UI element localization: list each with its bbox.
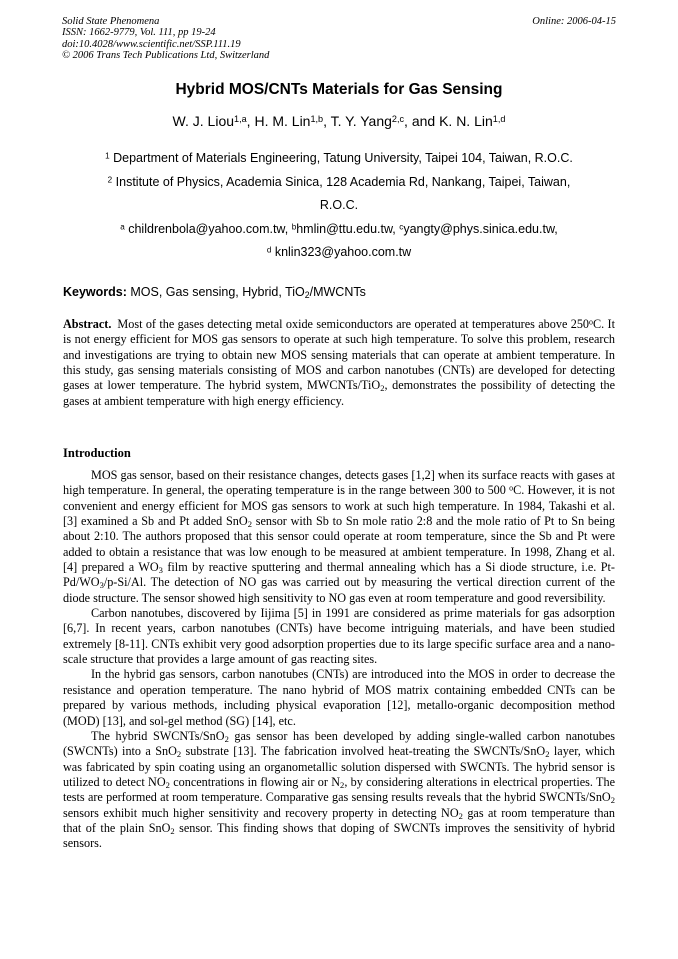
journal-header (62, 16, 616, 62)
aff-sup: 1 (105, 151, 110, 161)
text-run: , by considering alterations in electrical properties. The tests are performed at room temperature. Comparative gas sensing results reveals that the hybrid SWCNTs/SnO (63, 774, 615, 805)
author-sup: 1,a (234, 113, 247, 124)
sub-run: 2 (170, 826, 175, 837)
email-line-1 (0, 218, 678, 240)
aff-sup: 2 (107, 175, 113, 185)
sub-run: 2 (545, 749, 550, 760)
sub-run: 2 (458, 810, 463, 821)
affiliation-1 (0, 147, 678, 169)
journal-name: Solid State Phenomena (62, 16, 160, 27)
author-name: H. M. Lin (254, 113, 311, 129)
email-line-2 (0, 241, 678, 263)
text-run: sensors exhibit much higher sensitivity and recovery property in detecting NO (63, 805, 459, 820)
doi-line: doi:10.4028/www.scientific.net/SSP.111.19 (62, 38, 241, 50)
author-name: T. Y. Yang (330, 113, 392, 129)
copyright-line: © 2006 Trans Tech Publications Ltd, Switzerland (62, 50, 270, 62)
author-sup: 1,b (310, 113, 324, 124)
keywords-text: MOS, Gas sensing, Hybrid, TiO (130, 285, 305, 299)
intro-paragraph-3: In the hybrid gas sensors, carbon nanotubes (CNTs) are introduced into the MOS in order to decrease the resistance and operation temperature. The nano hybrid of MOS matrix containing embedded CNTs can be prepared by various methods, including physical evaporation [12], metallo-organic decomposition method (MOD) [13], and sol-gel method (SG) [14], etc. (63, 667, 615, 728)
sup-run: o (509, 483, 514, 493)
author-name: W. J. Liou (172, 113, 235, 129)
sub-run: 2 (247, 519, 252, 530)
keywords-text-end: /MWCNTs (309, 285, 366, 299)
keywords-sub: 2 (304, 290, 310, 301)
abstract-sub: 2 (380, 383, 385, 394)
email-address: hmlin@ttu.edu.tw, (296, 222, 396, 236)
text-run: The hybrid SWCNTs/SnO (91, 728, 225, 743)
email-address: childrenbola@yahoo.com.tw, (128, 222, 289, 236)
aff-text: Department of Materials Engineering, Tatung University, Taipei 104, Taiwan, R.O.C. (113, 151, 573, 165)
email-sup: d (266, 245, 272, 255)
text-run: sensor. This finding shows that doping of SWCNTs improves the sensitivity of hybrid sensors. (63, 820, 615, 851)
text-run: gas sensor has been developed by adding single-walled carbon nanotubes (SWCNTs) into a SnO (63, 728, 616, 759)
keywords (63, 285, 366, 299)
text-run: C. However, it is not convenient and energy efficient for MOS gas sensors to work at such high temperature. In 1984, Takashi et al. [3] examined a Sb and Pt added SnO (63, 483, 615, 529)
intro-paragraph-4 (63, 729, 615, 852)
abstract-label: Abstract. (63, 317, 112, 331)
text-run: concentrations in flowing air or N (169, 774, 341, 789)
text-run: MOS gas sensor, based on their resistance changes, detects gases [1,2] when its surface reacts with gases at high temperature. In general, the operating temperature is in the range between 300 to 500 (63, 468, 615, 498)
text-run: substrate [13]. The fabrication involved heat-treating the SWCNTs/SnO (181, 744, 546, 759)
keywords-label: Keywords: (63, 285, 127, 299)
sub-run: 2 (224, 733, 229, 744)
sub-run: 2 (176, 749, 182, 760)
text-run: /p-Si/Al. The detection of NO gas was carried out by measuring the vertical direction current of the diode structure. The sensor showed high sensitivity to NO gas even at room temperature and good reversibility. (63, 575, 615, 605)
abstract-text: C. It is not energy efficient for MOS gas sensors to operate at such high temperature. To solve this problem, research and investigations are trying to obtain new MOS sensing materials that can operate at ambient temperature. In this study, gas sensing materials consisting of MOS and carbon nanotubes (CNTs) are developed for detecting gases at lower temperature. The hybrid system, MWCNTs/TiO (63, 317, 615, 393)
email-sup: c (399, 222, 404, 232)
email-address: yangty@phys.sinica.edu.tw, (403, 222, 558, 236)
intro-paragraph-1 (63, 468, 615, 606)
abstract-text: , demonstrates the possibility of detecting the gases at ambient temperature with high energy efficiency. (63, 378, 616, 408)
affiliation-2 (0, 171, 678, 193)
abstract-sup: o (589, 317, 593, 327)
author-name: K. N. Lin (439, 113, 493, 129)
author-list: W. J. Liou$^{1,a}$, H. M. Lin$^{1,b}$, T. Y. Yang$^{2,c}$, and K. N. Lin$^{1,d}$ (172, 113, 506, 129)
aff-text: Institute of Physics, Academia Sinica, 128 Academia Rd, Nankang, Taipei, Taiwan, (115, 175, 571, 189)
sub-run: 3 (158, 565, 163, 576)
sub-run: 2 (340, 780, 345, 790)
text-run: gas at room temperature than that of the plain SnO (63, 805, 615, 835)
sub-run: 3 (99, 580, 104, 591)
aff-text: R.O.C. (319, 198, 359, 212)
introduction-body (63, 468, 615, 852)
abstract-text: Most of the gases detecting metal oxide semiconductors are operated at temperatures above 250 (117, 317, 590, 331)
sub-run: 2 (610, 795, 615, 806)
email-sup: b (291, 222, 297, 232)
paper-title: Hybrid MOS/CNTs Materials for Gas Sensing (175, 81, 503, 98)
intro-paragraph-2: Carbon nanotubes, discovered by Iijima [5] in 1991 are considered as prime materials for gas adsorption [6,7]. In recent years, carbon nanotubes (CNTs) have become intriguing materials, and have been studied extremely [8-11]. CNTs exhibit very good adsorption properties due to its large specific surface area and a nano-scale structure that provides a large amount of gas reacting sites. (63, 606, 615, 667)
abstract (63, 317, 615, 409)
text-run: sensor with Sb to Sn mole ratio 2:8 and the mole ratio of Pt to Sn being about 2:10. The authors proposed that this sensor could operate at room temperature, since the Sb and Pt were added to obtain a resistance that was low enough to be measured at ambient temperature. In 1998, Zhang et al. [4] prepared a WO (63, 514, 616, 575)
author-sup: 1,d (492, 113, 506, 124)
author-sup: 2,c (391, 113, 405, 124)
text-run: layer, which was fabricated by spin coating using an organometallic solution dispersed with SWCNTs. The hybrid sensor is utilized to detect NO (63, 744, 615, 789)
section-heading-introduction: Introduction (63, 446, 131, 460)
email-sup: a (120, 222, 125, 232)
email-address: knlin323@yahoo.com.tw (274, 245, 412, 259)
text-run: film by reactive sputtering and thermal annealing which has a Si diode structure, i.e. Pt-Pd/WO (63, 560, 615, 590)
affiliation-2-cont (0, 194, 678, 216)
sub-run: 2 (165, 780, 170, 790)
online-date: Online: 2006-04-15 (532, 16, 616, 27)
issn-line: ISSN: 1662-9779, Vol. 111, pp 19-24 (62, 27, 216, 39)
